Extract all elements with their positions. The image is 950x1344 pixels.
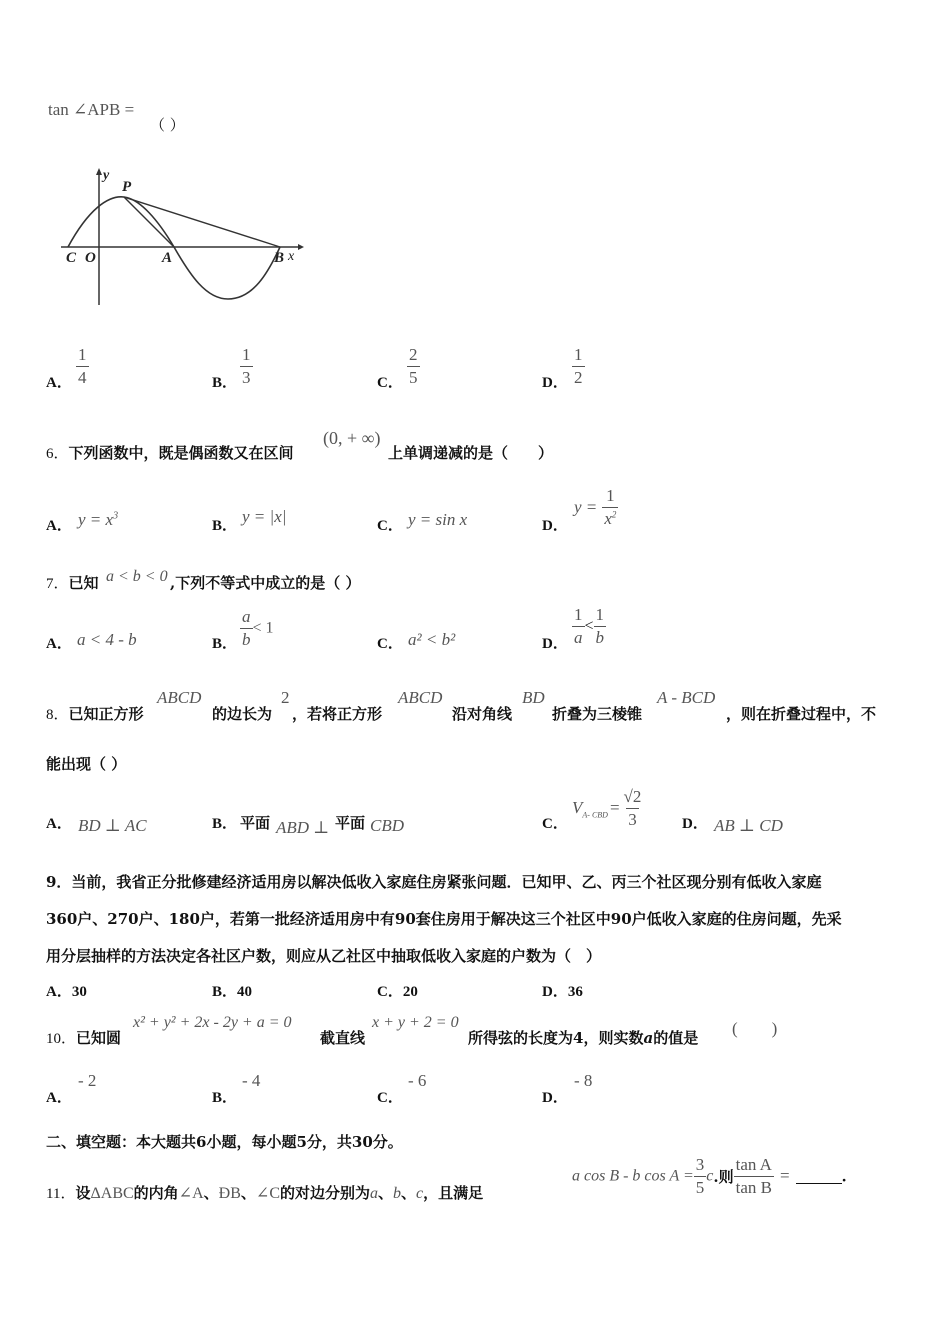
q8-text-4: 沿对角线: [452, 705, 513, 723]
q6-stem: [46, 442, 294, 463]
q11-stem: 11．设ΔABC的内角∠A、ÐB、∠C的对边分别为a、b、c，且满足: [46, 1184, 484, 1202]
q8-option-b-label: B．: [212, 816, 238, 832]
q5-option-a-label: A．: [46, 375, 72, 391]
q8-text-6: ，则在折叠过程中，不: [726, 705, 877, 723]
segment-pb: [124, 197, 280, 247]
sine-curve: [68, 197, 280, 299]
q7-option-a-expr: a < 4 - b: [77, 630, 137, 649]
q7-option-a-label: A．: [46, 636, 72, 652]
q8-math-2: 2: [281, 688, 290, 707]
q6-option-d-expr: y = $\frac{1}{x^2}$: [574, 486, 617, 528]
q7-text-a: 已知: [68, 574, 99, 592]
q7-option-c-expr: a² < b²: [408, 630, 456, 649]
q5-option-c-label: C．: [377, 375, 403, 391]
q5-option-d-fraction: $\frac{1}{2}$: [574, 345, 583, 387]
q5-option-b-fraction: $\frac{1}{3}$: [242, 345, 251, 387]
q6-number: 6．: [46, 446, 69, 462]
q8-text-2: 的边长为: [212, 705, 273, 723]
q7-option-b-label: B．: [212, 636, 238, 652]
q10-option-b-label: B．: [212, 1090, 238, 1106]
q5-paren: （ ）: [150, 116, 185, 134]
q10-option-b-value: - 4: [242, 1071, 261, 1090]
q7-text-b: ,下列不等式中成立的是（ ）: [170, 574, 361, 592]
y-axis-arrow: [96, 168, 102, 175]
q10-text-3: 所得弦的长度为4，则实数a的值是: [468, 1029, 699, 1047]
q8-option-b-text-1: 平面: [240, 814, 271, 832]
q10-stem-start: 10．已知圆: [46, 1029, 122, 1047]
q8-math-tetra: A - BCD: [657, 688, 716, 707]
q10-text-2: 截直线: [320, 1029, 366, 1047]
q10-number: 10．: [46, 1031, 77, 1047]
q5-option-d-label: D．: [542, 375, 568, 391]
q6-text-b: 上单调递减的是（ ）: [388, 444, 554, 462]
q8-option-b-math-1: ABD ⊥: [276, 818, 330, 837]
q6-option-a-expr: $y = x^3$: [78, 510, 119, 529]
label-a: A: [162, 250, 173, 266]
q9-option-b: B．40: [212, 984, 253, 1000]
label-b: B: [274, 250, 285, 266]
q7-option-d-label: D．: [542, 636, 568, 652]
q7-number: 7．: [46, 576, 69, 592]
x-axis-arrow: [298, 244, 304, 250]
q6-option-c-expr: y = sin x: [408, 510, 468, 529]
q10-option-a-label: A．: [46, 1090, 72, 1106]
q6-option-b-expr: y = |x|: [242, 507, 287, 526]
q7-option-c-label: C．: [377, 636, 403, 652]
q6-interval: (0, + ∞): [323, 428, 381, 448]
q8-option-d-label: D．: [682, 816, 708, 832]
q11-answer-blank[interactable]: [796, 1169, 842, 1184]
q6-option-c-label: C．: [377, 518, 403, 534]
section-2-heading: 二、填空题：本大题共6小题，每小题5分，共30分。: [46, 1133, 403, 1151]
q5-stem-math: tan ∠APB =: [48, 100, 135, 119]
q10-circle-eq: x² + y² + 2x - 2y + a = 0: [133, 1014, 292, 1031]
q9-option-c: C．20: [377, 984, 418, 1000]
q8-stem-start: 8．已知正方形: [46, 705, 144, 723]
q10-option-d-value: - 8: [574, 1071, 593, 1090]
q9-line-2: 360户、270户、180户，若第一批经济适用房中有90套住房用于解决这三个社区中90户低收入家庭的住房问题，先采: [46, 910, 842, 928]
q8-line-2: 能出现（ ）: [46, 755, 127, 773]
q8-option-a-expr: BD ⊥ AC: [78, 816, 147, 835]
q10-option-c-value: - 6: [408, 1071, 427, 1090]
q8-option-b-math-2: CBD: [370, 816, 404, 835]
q8-math-abcd-2: ABCD: [398, 688, 443, 707]
q9-line-3: 用分层抽样的方法决定各社区户数，则应从乙社区中抽取低收入家庭的户数为（ ）: [46, 947, 602, 965]
q8-option-a-label: A．: [46, 816, 72, 832]
q10-option-d-label: D．: [542, 1090, 568, 1106]
q8-option-c-expr: $V_{A- CBD}$ = $\frac{√2}{3}$: [572, 787, 642, 829]
q10-line-eq: x + y + 2 = 0: [372, 1014, 459, 1031]
q5-option-c-fraction: $\frac{2}{5}$: [409, 345, 418, 387]
sine-graph: [58, 165, 308, 310]
q5-option-a-fraction: $\frac{1}{4}$: [78, 345, 87, 387]
q8-number: 8．: [46, 707, 69, 723]
q8-text-3: ，若将正方形: [292, 705, 383, 723]
q6-option-a-label: A．: [46, 518, 72, 534]
label-c: C: [66, 250, 77, 266]
label-y: y: [103, 168, 110, 183]
q8-option-b-text-2: 平面: [335, 814, 366, 832]
q10-paren: ( ): [732, 1019, 778, 1038]
q8-math-bd: BD: [522, 688, 545, 707]
q10-option-a-value: - 2: [78, 1071, 97, 1090]
q6-option-b-label: B．: [212, 518, 238, 534]
q7-stem: [46, 572, 99, 593]
q8-option-c-label: C．: [542, 816, 568, 832]
q7-option-b-expr: $\frac{a}{b}$ < 1: [242, 607, 274, 649]
label-x: x: [288, 249, 295, 264]
q9-option-d: D．36: [542, 984, 583, 1000]
q6-text-a: 下列函数中，既是偶函数又在区间: [68, 444, 294, 462]
q6-option-d-label: D．: [542, 518, 568, 534]
q8-option-d-expr: AB ⊥ CD: [714, 816, 783, 835]
label-p: P: [122, 179, 132, 195]
q11-equation: a cos B - b cos A = $\frac{3}{5}$ c.则 $\frac{\text{tan A}}{\text{tan B}}$ = .: [572, 1155, 847, 1197]
label-o: O: [85, 250, 96, 266]
q7-option-d-expr: $\frac{1}{a}$ < $\frac{1}{b}$: [574, 605, 605, 647]
q8-text-5: 折叠为三棱锥: [552, 705, 643, 723]
q9-line-1: 9．当前，我省正分批修建经济适用房以解决低收入家庭住房紧张问题．已知甲、乙、丙三个社区现分别有低收入家庭: [46, 873, 822, 891]
q5-option-b-label: B．: [212, 375, 238, 391]
q8-math-abcd-1: ABCD: [157, 688, 202, 707]
q10-option-c-label: C．: [377, 1090, 403, 1106]
q7-condition: a < b < 0: [106, 568, 168, 585]
q9-option-a: A．30: [46, 984, 87, 1000]
